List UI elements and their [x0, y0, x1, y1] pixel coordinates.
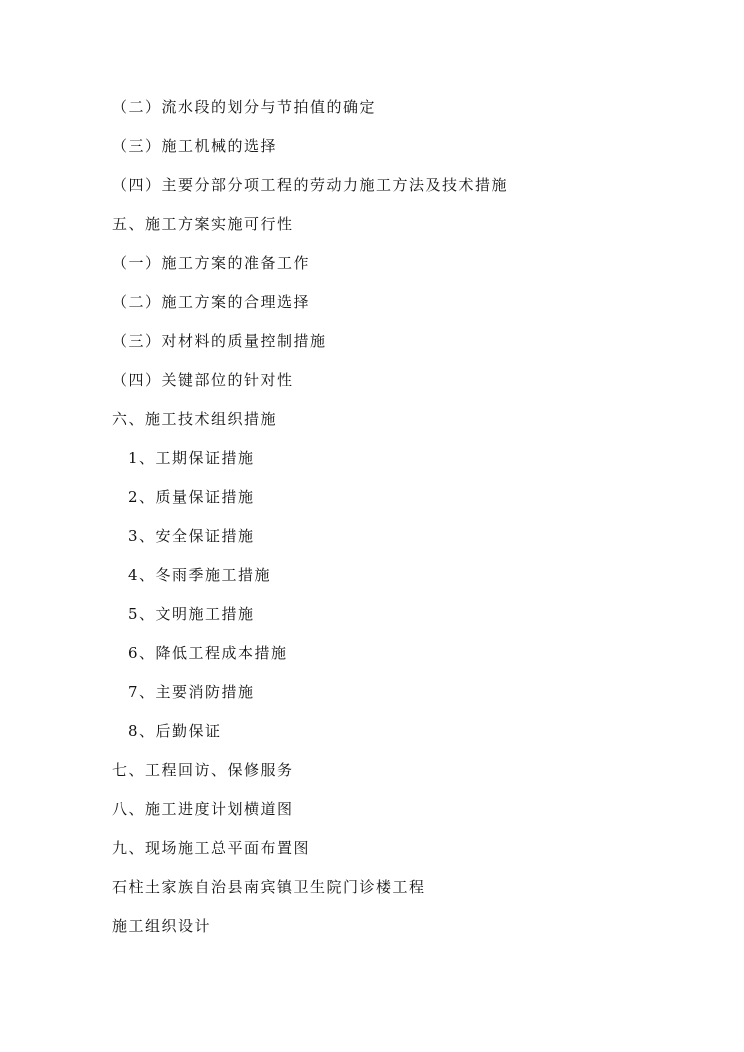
toc-numbered-item: 7、主要消防措施	[128, 683, 255, 701]
toc-section-heading: 八、施工进度计划横道图	[112, 800, 294, 818]
toc-numbered-item: 4、冬雨季施工措施	[128, 566, 272, 584]
toc-numbered-item: 1、工期保证措施	[128, 449, 255, 467]
toc-numbered-item: 2、质量保证措施	[128, 488, 255, 506]
toc-section-heading: 五、施工方案实施可行性	[112, 215, 294, 233]
toc-line: （四）关键部位的针对性	[112, 371, 294, 389]
toc-line: （四）主要分部分项工程的劳动力施工方法及技术措施	[112, 176, 509, 194]
toc-section-heading: 九、现场施工总平面布置图	[112, 839, 311, 857]
document-title: 施工组织设计	[112, 917, 212, 935]
toc-numbered-item: 8、后勤保证	[128, 722, 222, 740]
toc-line: （一）施工方案的准备工作	[112, 254, 311, 272]
toc-line: （二）施工方案的合理选择	[112, 293, 311, 311]
toc-numbered-item: 5、文明施工措施	[128, 605, 255, 623]
toc-line: （二）流水段的划分与节拍值的确定	[112, 98, 377, 116]
toc-numbered-item: 6、降低工程成本措施	[128, 644, 288, 662]
toc-section-heading: 六、施工技术组织措施	[112, 410, 278, 428]
toc-numbered-item: 3、安全保证措施	[128, 527, 255, 545]
toc-line: （三）对材料的质量控制措施	[112, 332, 327, 350]
toc-section-heading: 七、工程回访、保修服务	[112, 761, 294, 779]
toc-line: （三）施工机械的选择	[112, 137, 278, 155]
project-title: 石柱土家族自治县南宾镇卫生院门诊楼工程	[112, 878, 426, 896]
